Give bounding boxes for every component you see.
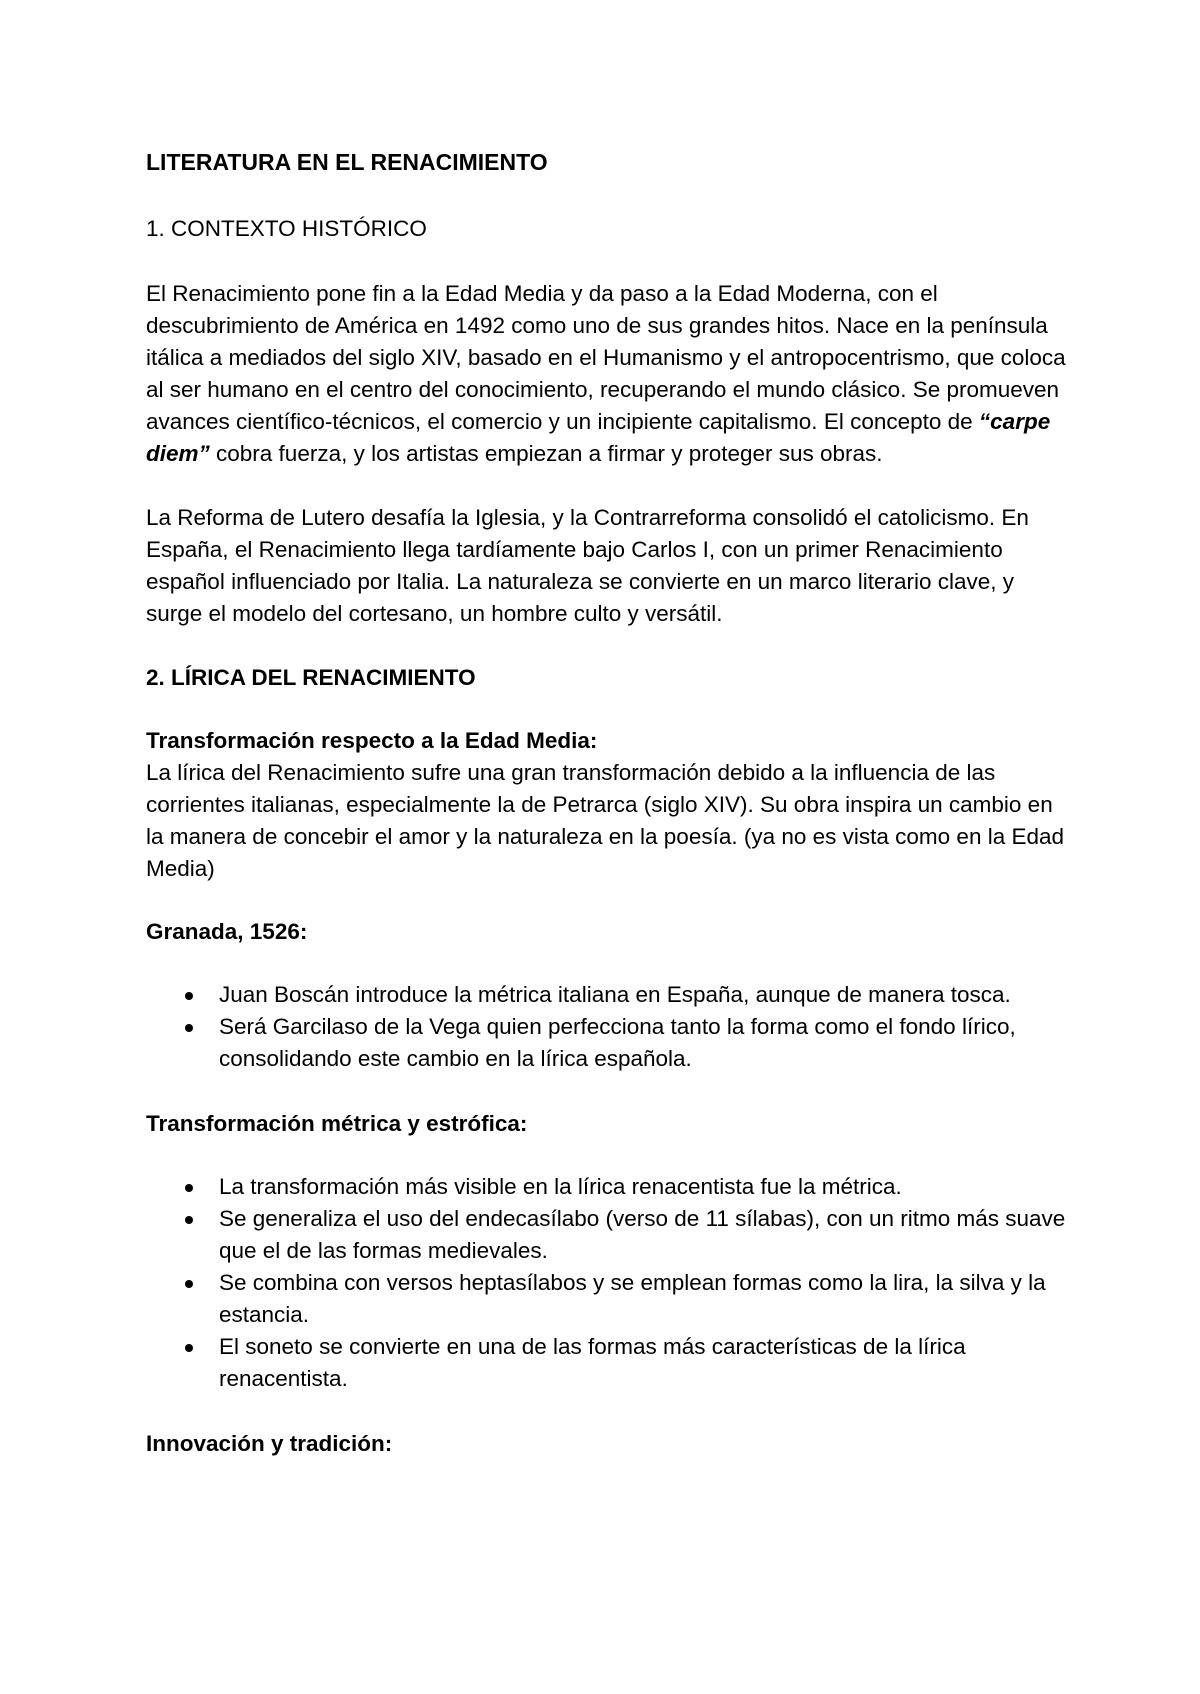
bullet-icon [185, 1184, 193, 1192]
section-heading-lirica: 2. LÍRICA DEL RENACIMIENTO [146, 665, 476, 690]
carpe-diem-emphasis: “carpe diem” [146, 409, 1051, 466]
list-item [146, 1203, 1066, 1267]
bullet-icon [185, 1344, 193, 1352]
bullet-icon [185, 1024, 193, 1032]
list-item-text: Juan Boscán introduce la métrica italiana en España, aunque de manera tosca. [219, 982, 1011, 1007]
list-item [146, 1331, 1066, 1395]
bullet-list-granada [146, 979, 1066, 1075]
section-heading-contexto: 1. CONTEXTO HISTÓRICO [146, 216, 427, 241]
subheading-innovacion: Innovación y tradición: [146, 1431, 393, 1456]
paragraph-text: El Renacimiento pone fin a la Edad Media y da paso a la Edad Moderna, con el descubrimiento de América en 1492 como uno de sus grandes hitos. Nace en la península itálica a mediados del siglo XIV, basado en el Humanismo y el antropocentrismo, que coloca al ser humano en el centro del conocimiento, recuperando el mundo clásico. Se promueven avances científico-técnicos, el comercio y un incipiente capitalismo. El concepto de [146, 281, 1066, 434]
list-item-text: El soneto se convierte en una de las formas más características de la lírica renacentista. [219, 1334, 966, 1391]
paragraph-transformacion: La lírica del Renacimiento sufre una gran transformación debido a la influencia de las corrientes italianas, especialmente la de Petrarca (siglo XIV). Su obra inspira un cambio en la manera de concebir el amor y la naturaleza en la poesía. (ya no es vista como en la Edad Media) [146, 760, 1065, 881]
list-item-text: Se generaliza el uso del endecasílabo (verso de 11 sílabas), con un ritmo más suave que el de las formas medievales. [219, 1206, 1066, 1263]
document-title: LITERATURA EN EL RENACIMIENTO [146, 149, 548, 175]
list-item [146, 1267, 1066, 1331]
paragraph-text: cobra fuerza, y los artistas empiezan a firmar y proteger sus obras. [209, 441, 883, 466]
list-item-text: Se combina con versos heptasílabos y se emplean formas como la lira, la silva y la estancia. [219, 1270, 1046, 1327]
bullet-icon [185, 1216, 193, 1224]
list-item-text: Será Garcilaso de la Vega quien perfecciona tanto la forma como el fondo lírico, consolidando este cambio en la lírica española. [219, 1014, 1016, 1071]
paragraph-contexto-2: La Reforma de Lutero desafía la Iglesia, y la Contrarreforma consolidó el catolicismo. En España, el Renacimiento llega tardíamente bajo Carlos I, con un primer Renacimiento español influenciado por Italia. La naturaleza se convierte en un marco literario clave, y surge el modelo del cortesano, un hombre culto y versátil. [146, 505, 1029, 626]
list-item [146, 1011, 1066, 1075]
list-item [146, 1171, 1066, 1203]
list-item [146, 979, 1066, 1011]
bullet-icon [185, 992, 193, 1000]
subheading-transformacion: Transformación respecto a la Edad Media: [146, 728, 598, 753]
bullet-icon [185, 1280, 193, 1288]
paragraph-contexto-1 [146, 278, 1066, 470]
document-body [146, 146, 1066, 1460]
subheading-metrica: Transformación métrica y estrófica: [146, 1111, 528, 1136]
list-item-text: La transformación más visible en la lírica renacentista fue la métrica. [219, 1174, 902, 1199]
bullet-list-metrica [146, 1171, 1066, 1395]
subheading-granada: Granada, 1526: [146, 919, 308, 944]
